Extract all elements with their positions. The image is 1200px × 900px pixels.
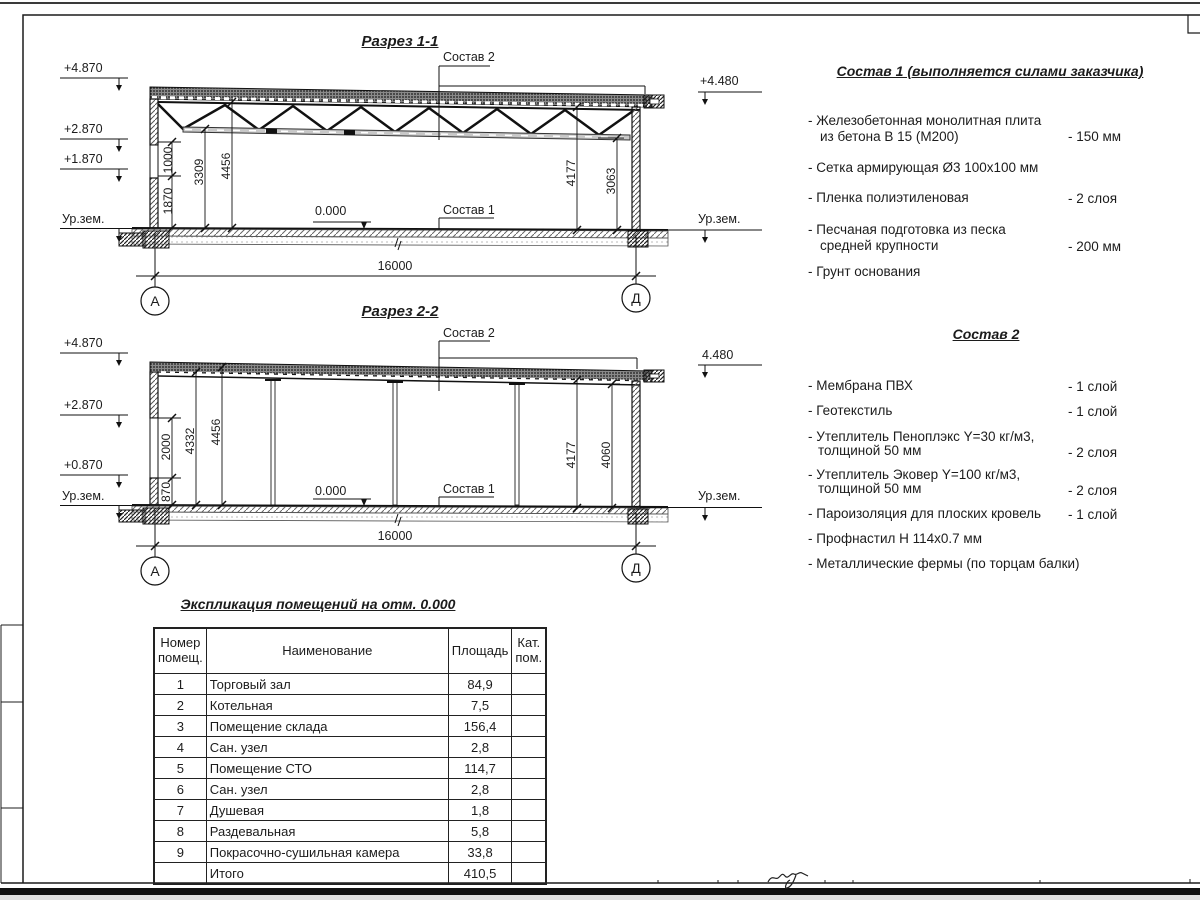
list-item: - Грунт основания xyxy=(808,264,921,279)
list-item: - Железобетонная монолитная плита xyxy=(808,113,1042,128)
cell-number: 1 xyxy=(154,674,206,695)
cell-area: 33,8 xyxy=(448,842,512,863)
explication-table xyxy=(153,627,547,885)
elevation-mark-label: +4.480 xyxy=(700,74,739,88)
cell-area: 5,8 xyxy=(448,821,512,842)
col-header-category: Кат. пом. xyxy=(512,628,546,674)
ground-level-label: Ур.зем. xyxy=(62,489,105,503)
list-item-value: - 1 слой xyxy=(1068,507,1118,522)
list-item-value: - 150 мм xyxy=(1068,129,1122,144)
table-row xyxy=(154,821,546,842)
axis-bubble-a: А xyxy=(150,563,160,579)
axis-bubble-d: Д xyxy=(631,290,641,306)
elevation-mark-label: +1.870 xyxy=(64,152,103,166)
cell-area: 156,4 xyxy=(448,716,512,737)
list-item-line2: из бетона В 15 (М200) xyxy=(820,129,959,144)
cell-category xyxy=(512,821,546,842)
ground-level-label: Ур.зем. xyxy=(698,489,741,503)
cell-name: Котельная xyxy=(206,695,448,716)
cell-area: 1,8 xyxy=(448,800,512,821)
table-row xyxy=(154,800,546,821)
col-header-number: Номер помещ. xyxy=(154,628,206,674)
section1-title: Разрез 1-1 xyxy=(361,33,439,50)
dimension-value: 4177 xyxy=(564,159,578,187)
composition2-title: Состав 2 xyxy=(952,326,1020,342)
col-header-name: Наименование xyxy=(206,628,448,674)
cell-area: 410,5 xyxy=(448,863,512,885)
cell-area: 7,5 xyxy=(448,695,512,716)
cell-category xyxy=(512,674,546,695)
cell-name: Помещение склада xyxy=(206,716,448,737)
composition1-title: Состав 1 (выполняется силами заказчика) xyxy=(836,63,1144,79)
list-item: - Мембрана ПВХ xyxy=(808,378,913,393)
cell-category xyxy=(512,779,546,800)
floor-composition-callout: Состав 1 xyxy=(443,203,495,217)
cell-name: Итого xyxy=(206,863,448,885)
span-dimension-value: 16000 xyxy=(377,529,413,543)
axis-bubble-a: А xyxy=(150,293,160,309)
list-item-value: - 2 слоя xyxy=(1068,445,1118,460)
elevation-mark-label: +4.870 xyxy=(64,336,103,350)
roof-composition-callout: Состав 2 xyxy=(443,50,495,64)
cell-category xyxy=(512,695,546,716)
list-item: - Утеплитель Пеноплэкс Y=30 кг/м3, xyxy=(808,429,1035,444)
cell-name: Душевая xyxy=(206,800,448,821)
table-row xyxy=(154,758,546,779)
list-item-value: - 200 мм xyxy=(1068,239,1122,254)
dimension-value: 3309 xyxy=(192,158,206,186)
cell-category xyxy=(512,737,546,758)
cell-area: 2,8 xyxy=(448,779,512,800)
list-item: - Утеплитель Эковер Y=100 кг/м3, xyxy=(808,467,1021,482)
list-item-value: - 2 слоя xyxy=(1068,191,1118,206)
table-row xyxy=(154,863,546,885)
cell-area: 84,9 xyxy=(448,674,512,695)
scan-bottom-edge xyxy=(0,888,1200,895)
elevation-mark-label: +0.870 xyxy=(64,458,103,472)
table-row xyxy=(154,716,546,737)
cell-number: 2 xyxy=(154,695,206,716)
list-item-line2: средней крупности xyxy=(820,238,939,253)
list-item: - Профнастил Н 114х0.7 мм xyxy=(808,531,982,546)
dimension-value: 4177 xyxy=(564,441,578,469)
elevation-mark-label: +2.870 xyxy=(64,398,103,412)
zero-level-label: 0.000 xyxy=(315,204,347,218)
cell-name: Торговый зал xyxy=(206,674,448,695)
cell-number: 4 xyxy=(154,737,206,758)
cell-name: Раздевальная xyxy=(206,821,448,842)
cell-number: 9 xyxy=(154,842,206,863)
list-item: - Сетка армирующая Ø3 100х100 мм xyxy=(808,160,1039,175)
scan-bottom-margin xyxy=(0,895,1200,900)
cell-category xyxy=(512,716,546,737)
cell-number: 5 xyxy=(154,758,206,779)
cell-number: 6 xyxy=(154,779,206,800)
dimension-value: 4456 xyxy=(209,418,223,446)
col-header-area: Площадь xyxy=(448,628,512,674)
dimension-value: 4060 xyxy=(599,441,613,469)
table-row xyxy=(154,842,546,863)
cell-name: Сан. узел xyxy=(206,779,448,800)
section2-title: Разрез 2-2 xyxy=(361,303,439,320)
table-row xyxy=(154,695,546,716)
elevation-mark-label: +2.870 xyxy=(64,122,103,136)
list-item: - Геотекстиль xyxy=(808,403,893,418)
list-item-line2: толщиной 50 мм xyxy=(818,481,922,496)
ground-level-label: Ур.зем. xyxy=(698,212,741,226)
table-row xyxy=(154,737,546,758)
list-item-value: - 1 слой xyxy=(1068,379,1118,394)
table-row xyxy=(154,674,546,695)
cell-number xyxy=(154,863,206,885)
zero-level-label: 0.000 xyxy=(315,484,347,498)
dimension-value: 4456 xyxy=(219,152,233,180)
list-item-line2: толщиной 50 мм xyxy=(818,443,922,458)
cell-category xyxy=(512,863,546,885)
table-header-row xyxy=(154,628,546,674)
elevation-mark-label: 4.480 xyxy=(702,348,734,362)
cell-area: 2,8 xyxy=(448,737,512,758)
cell-area: 114,7 xyxy=(448,758,512,779)
dimension-value: 1870 xyxy=(161,187,175,215)
list-item: - Пленка полиэтиленовая xyxy=(808,190,969,205)
cell-name: Помещение СТО xyxy=(206,758,448,779)
dimension-value: 3063 xyxy=(604,167,618,195)
list-item: - Металлические фермы (по торцам балки) xyxy=(808,556,1080,571)
cell-name: Покрасочно-сушильная камера xyxy=(206,842,448,863)
cell-name: Сан. узел xyxy=(206,737,448,758)
ground-level-label: Ур.зем. xyxy=(62,212,105,226)
cell-category xyxy=(512,842,546,863)
elevation-mark-label: +4.870 xyxy=(64,61,103,75)
cell-category xyxy=(512,758,546,779)
cell-number: 3 xyxy=(154,716,206,737)
dimension-value: 1000 xyxy=(161,146,175,174)
cell-number: 7 xyxy=(154,800,206,821)
list-item: - Пароизоляция для плоских кровель xyxy=(808,506,1042,521)
list-item-value: - 1 слой xyxy=(1068,404,1118,419)
table-row xyxy=(154,779,546,800)
dimension-value: 2000 xyxy=(159,433,173,461)
dimension-value: 4332 xyxy=(183,427,197,455)
span-dimension-value: 16000 xyxy=(377,259,413,273)
list-item-value: - 2 слоя xyxy=(1068,483,1118,498)
dimension-value: 870 xyxy=(159,481,173,503)
cell-number: 8 xyxy=(154,821,206,842)
axis-bubble-d: Д xyxy=(631,560,641,576)
explication-title: Экспликация помещений на отм. 0.000 xyxy=(180,596,456,612)
list-item: - Песчаная подготовка из песка xyxy=(808,222,1006,237)
roof-composition-callout: Состав 2 xyxy=(443,326,495,340)
cell-category xyxy=(512,800,546,821)
floor-composition-callout: Состав 1 xyxy=(443,482,495,496)
signature-scribble xyxy=(768,873,808,889)
